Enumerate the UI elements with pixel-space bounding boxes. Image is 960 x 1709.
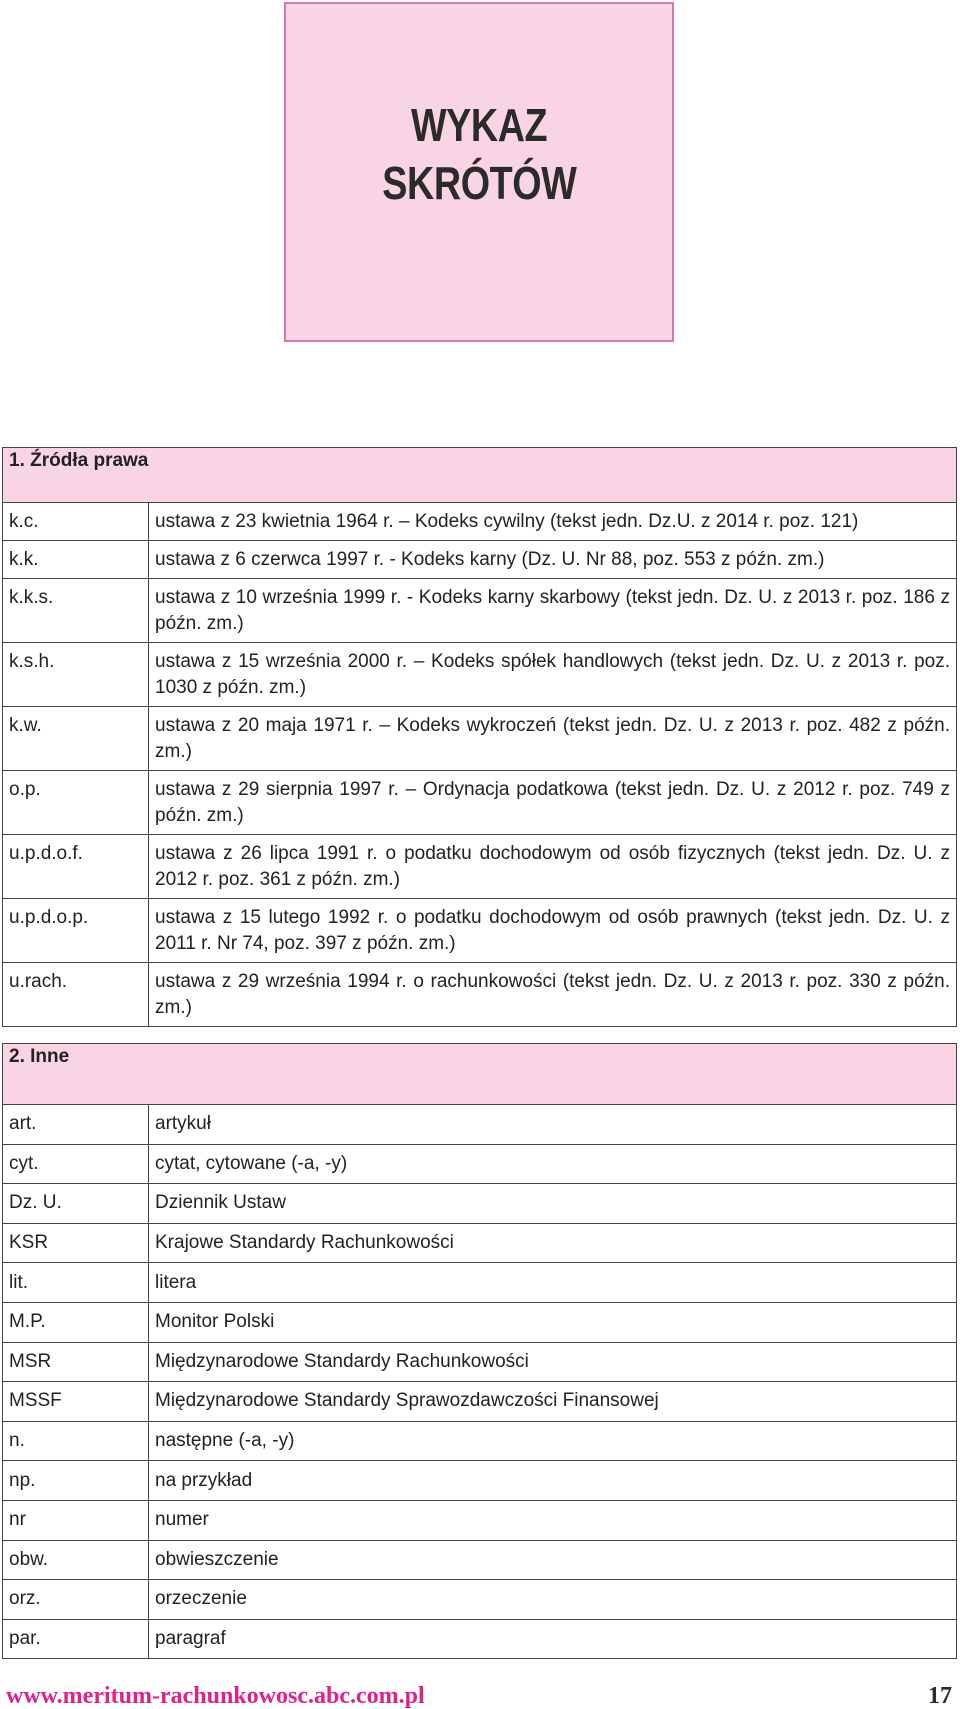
abbreviation-cell: k.k.s. [3,579,149,643]
table-row [3,503,957,541]
table-row [3,899,957,963]
definition-cell: cytat, cytowane (-a, -y) [149,1144,957,1184]
abbreviation-cell: u.rach. [3,963,149,1027]
abbreviation-cell: nr [3,1500,149,1540]
table-row [3,1540,957,1580]
definition-cell: ustawa z 23 kwietnia 1964 r. – Kodeks cywilny (tekst jedn. Dz.U. z 2014 r. poz. 121) [149,503,957,541]
definition-cell: ustawa z 15 lutego 1992 r. o podatku dochodowym od osób prawnych (tekst jedn. Dz. U. z 2011 r. Nr 74, poz. 397 z późn. zm.) [149,899,957,963]
abbreviation-cell: obw. [3,1540,149,1580]
abbreviation-cell: np. [3,1461,149,1501]
definition-cell: litera [149,1263,957,1303]
definition-cell: na przykład [149,1461,957,1501]
definition-cell: Dziennik Ustaw [149,1184,957,1224]
table-row [3,1421,957,1461]
table-row [3,1619,957,1659]
section-heading-row [3,1044,957,1105]
abbreviation-cell: o.p. [3,771,149,835]
table-row [3,1105,957,1145]
abbreviation-cell: k.c. [3,503,149,541]
abbreviation-cell: KSR [3,1223,149,1263]
table-row [3,1263,957,1303]
table-row [3,1382,957,1422]
table-row [3,1580,957,1620]
table-row [3,1144,957,1184]
abbreviation-cell: orz. [3,1580,149,1620]
table-row [3,1302,957,1342]
abbreviation-cell: Dz. U. [3,1184,149,1224]
table-row [3,771,957,835]
page-number: 17 [928,1683,952,1709]
definition-cell: artykuł [149,1105,957,1145]
section-heading: 2. Inne [3,1044,957,1105]
footer-url[interactable]: www.meritum-rachunkowosc.abc.com.pl [6,1683,425,1709]
abbreviation-cell: u.p.d.o.p. [3,899,149,963]
definition-cell: ustawa z 15 września 2000 r. – Kodeks spółek handlowych (tekst jedn. Dz. U. z 2013 r. poz. 1030 z późn. zm.) [149,643,957,707]
definition-cell: ustawa z 29 września 1994 r. o rachunkowości (tekst jedn. Dz. U. z 2013 r. poz. 330 z późn. zm.) [149,963,957,1027]
abbreviation-cell: cyt. [3,1144,149,1184]
abbreviation-cell: MSSF [3,1382,149,1422]
abbreviation-cell: art. [3,1105,149,1145]
definition-cell: Krajowe Standardy Rachunkowości [149,1223,957,1263]
definition-cell: orzeczenie [149,1580,957,1620]
table-row [3,541,957,579]
definition-cell: obwieszczenie [149,1540,957,1580]
abbreviation-cell: MSR [3,1342,149,1382]
abbreviation-cell: M.P. [3,1302,149,1342]
definition-cell: ustawa z 6 czerwca 1997 r. - Kodeks karny (Dz. U. Nr 88, poz. 553 z późn. zm.) [149,541,957,579]
table-row [3,1223,957,1263]
definition-cell: Monitor Polski [149,1302,957,1342]
abbreviation-cell: n. [3,1421,149,1461]
table-row [3,643,957,707]
page-title-line-1: WYKAZ [410,99,548,151]
table-row [3,1461,957,1501]
abbreviation-cell: k.w. [3,707,149,771]
definition-cell: ustawa z 26 lipca 1991 r. o podatku dochodowym od osób fizycznych (tekst jedn. Dz. U. z 2012 r. poz. 361 z późn. zm.) [149,835,957,899]
sources-table [2,447,957,1027]
definition-cell: paragraf [149,1619,957,1659]
definition-cell: Międzynarodowe Standardy Rachunkowości [149,1342,957,1382]
table-row [3,1500,957,1540]
abbreviation-cell: k.s.h. [3,643,149,707]
title-box [284,2,674,342]
section-heading: 1. Źródła prawa [3,448,957,503]
section-heading-row [3,448,957,503]
definition-cell: ustawa z 20 maja 1971 r. – Kodeks wykroczeń (tekst jedn. Dz. U. z 2013 r. poz. 482 z późn. zm.) [149,707,957,771]
table-row [3,1184,957,1224]
table-row [3,963,957,1027]
definition-cell: następne (-a, -y) [149,1421,957,1461]
table-row [3,1342,957,1382]
abbreviation-cell: u.p.d.o.f. [3,835,149,899]
definition-cell: Międzynarodowe Standardy Sprawozdawczości Finansowej [149,1382,957,1422]
definition-cell: ustawa z 10 września 1999 r. - Kodeks karny skarbowy (tekst jedn. Dz. U. z 2013 r. poz. 186 z późn. zm.) [149,579,957,643]
table-row [3,707,957,771]
table-row [3,579,957,643]
definition-cell: ustawa z 29 sierpnia 1997 r. – Ordynacja podatkowa (tekst jedn. Dz. U. z 2012 r. poz. 749 z późn. zm.) [149,771,957,835]
page-title-line-2: SKRÓTÓW [381,157,577,209]
abbreviation-cell: lit. [3,1263,149,1303]
definition-cell: numer [149,1500,957,1540]
other-abbreviations-table [2,1043,957,1659]
abbreviation-cell: k.k. [3,541,149,579]
table-row [3,835,957,899]
abbreviation-cell: par. [3,1619,149,1659]
